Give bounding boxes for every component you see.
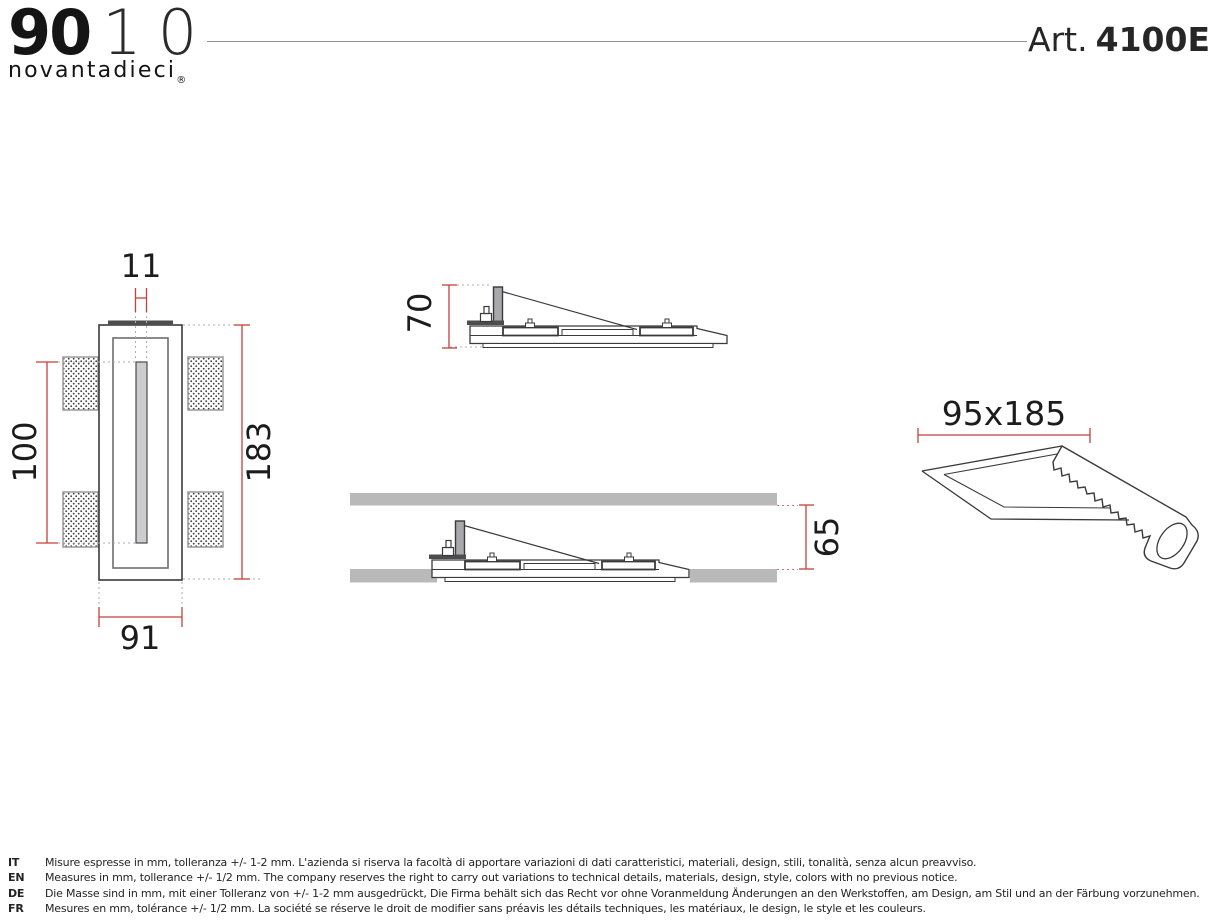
language-code: FR [8, 901, 24, 915]
article-value: 4100E [1095, 20, 1210, 59]
language-code: DE [8, 886, 25, 900]
dim-label-void-height: 65 [808, 516, 846, 558]
dim-label-slot-height: 100 [6, 421, 44, 483]
dim-label-slot-width: 11 [120, 247, 162, 285]
brand-digits-bold: 90 [8, 0, 91, 69]
cutout-saw-icon [918, 428, 1198, 569]
dim-label-overall-depth: 70 [401, 292, 439, 334]
front-view-drawing [36, 288, 263, 627]
footer-row-de [8, 886, 1213, 901]
brand-digits-light: 10 [102, 0, 214, 69]
footer-row-en [8, 870, 1213, 885]
disclaimer-text: Die Masse sind in mm, mit einer Tolleranz von +/- 1-2 mm ausgedrückt, Die Firma behält sich das Recht vor ohne Voranmeldung Änderungen an den Werkstoffen, am Design, am Stil und an der Färbung vorzunehmen. [45, 886, 1200, 900]
language-code: IT [8, 856, 20, 869]
plasterboard-right [690, 569, 777, 583]
disclaimer-text: Misure espresse in mm, tolleranza +/- 1-2 mm. L'azienda si riserva la facoltà di apportare variazioni di dati caratteristici, materiali, design, stili, tonalità, senza alcun preavviso. [45, 856, 977, 869]
footer-row-fr [8, 901, 1213, 916]
light-slot [136, 362, 147, 543]
language-code: EN [8, 871, 25, 885]
fixture-top-edge [108, 321, 173, 326]
plasterboard-left [350, 569, 437, 583]
article-label: Art. [1028, 20, 1088, 59]
side-profile-drawing [442, 285, 727, 348]
disclaimer-text: Measures in mm, tollerance +/- 1/2 mm. The company reserves the right to carry out variations to technical details, materials, design, style, colors with no previous notice. [45, 871, 958, 885]
ceiling-slab-upper [350, 493, 777, 506]
dim-label-cutout-size: 95x185 [941, 394, 1067, 433]
cutout-hole [922, 446, 1129, 520]
disclaimer-text: Mesures en mm, tolérance +/- 1/2 mm. La société se réserve le droit de modifier sans préavis les détails techniques, les matériaux, le design, le style et les couleurs. [45, 901, 926, 915]
recessed-profile-drawing [350, 493, 814, 583]
footer-row-it [8, 855, 1213, 870]
brand-name: novantadieci$_®$ [8, 58, 187, 86]
dim-label-overall-width: 91 [119, 619, 161, 657]
dim-label-overall-height: 183 [240, 421, 278, 483]
footer-disclaimers [8, 855, 1213, 916]
registered-mark: ® [176, 75, 187, 86]
